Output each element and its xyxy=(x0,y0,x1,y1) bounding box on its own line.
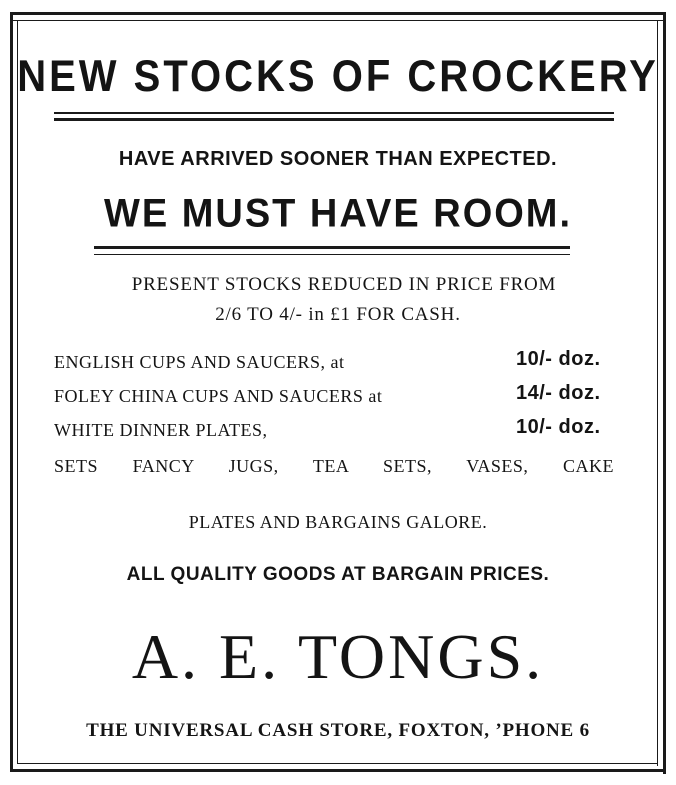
divider-rule xyxy=(54,118,614,121)
price-reduction-line: 2/6 TO 4/- in £1 FOR CASH. xyxy=(215,304,461,325)
price-list-row xyxy=(54,416,614,450)
subheadline: HAVE ARRIVED SOONER THAN EXPECTED. xyxy=(118,148,558,170)
item-price: 10/- doz. xyxy=(516,416,601,438)
price-list-row xyxy=(54,382,614,416)
divider-rule xyxy=(94,254,570,255)
price-list xyxy=(54,348,614,450)
proprietor-name: A. E. TONGS. xyxy=(131,621,545,692)
border-line xyxy=(10,12,666,15)
price-list-row xyxy=(54,348,614,382)
store-line: THE UNIVERSAL CASH STORE, FOXTON, ’PHONE 6 xyxy=(86,720,590,741)
border-line xyxy=(10,769,666,772)
item-price: 14/- doz. xyxy=(516,382,601,404)
slogan: WE MUST HAVE ROOM. xyxy=(103,192,573,237)
border-line xyxy=(10,20,666,21)
divider-rule xyxy=(94,246,570,249)
border-line xyxy=(17,763,658,764)
item-name: WHITE DINNER PLATES, xyxy=(54,420,268,440)
quality-line: ALL QUALITY GOODS AT BARGAIN PRICES. xyxy=(126,564,550,585)
item-name: FOLEY CHINA CUPS AND SAUCERS at xyxy=(54,386,383,406)
price-reduction-line: PRESENT STOCKS REDUCED IN PRICE FROM xyxy=(131,274,557,295)
sets-line: SETS FANCY JUGS, TEA SETS, VASES, CAKE xyxy=(54,456,614,476)
price-reduction-notice xyxy=(0,270,676,330)
item-price: 10/- doz. xyxy=(516,348,601,370)
item-name: ENGLISH CUPS AND SAUCERS, at xyxy=(54,352,345,372)
divider-rule xyxy=(54,112,614,114)
headline: NEW STOCKS OF CROCKERY xyxy=(17,52,659,102)
plates-line: PLATES AND BARGAINS GALORE. xyxy=(188,512,488,532)
